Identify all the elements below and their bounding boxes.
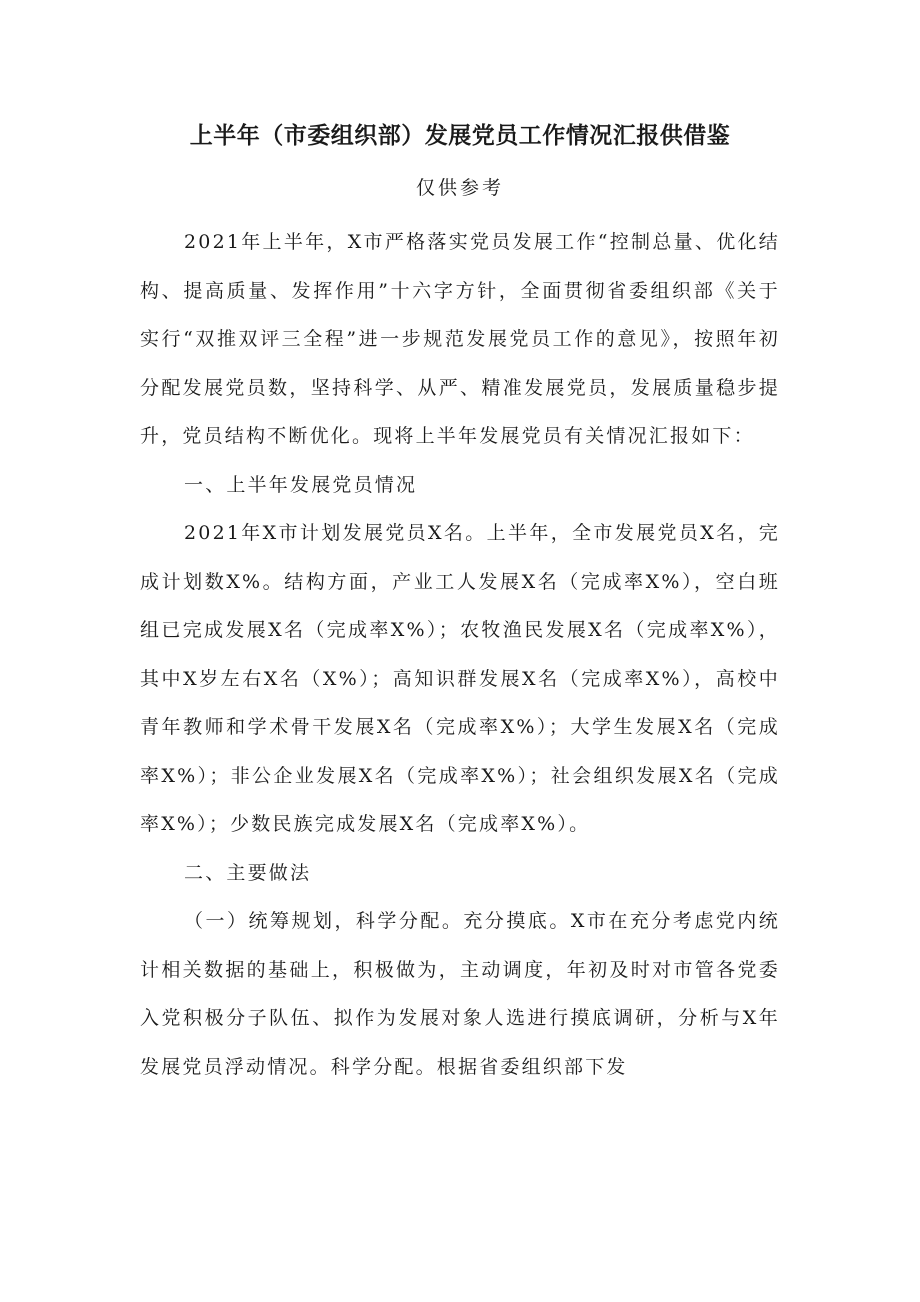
statistics-paragraph: 2021年X市计划发展党员X名。上半年，全市发展党员X名，完成计划数X%。结构方面，产业工人发展X名（完成率X%），空白班组已完成发展X名（完成率X%）；农牧渔民发展X名（完成率X%），其中X岁左右X名（X%）；高知识群发展X名（完成率X%），高校中青年教师和学术骨干发展X名（完成率X%）；大学生发展X名（完成率X%）；非公企业发展X名（完成率X%）；社会组织发展X名（完成率X%）；少数民族完成发展X名（完成率X%）。 [140,522,780,835]
document-title: 上半年（市委组织部）发展党员工作情况汇报供借鉴 [189,123,731,149]
measures-paragraph: （一）统筹规划，科学分配。充分摸底。X市在充分考虑党内统计相关数据的基础上，积极做为，主动调度，年初及时对市管各党委入党积极分子队伍、拟作为发展对象人选进行摸底调研，分析与X年发展党员浮动情况。科学分配。根据省委组织部下发 [140,910,780,1078]
section-heading-1: 一、上半年发展党员情况 [184,473,418,496]
document-subtitle: 仅供参考 [415,177,504,199]
intro-paragraph: 2021年上半年，X市严格落实党员发展工作“控制总量、优化结构、提高质量、发挥作用”十六字方针，全面贯彻省委组织部《关于实行“双推双评三全程”进一步规范发展党员工作的意见》，按照年初分配发展党员数，坚持科学、从严、精准发展党员，发展质量稳步提升，党员结构不断优化。现将上半年发展党员有关情况汇报如下： [140,231,780,447]
document-body [140,218,780,1091]
section-heading-2: 二、主要做法 [184,861,312,884]
